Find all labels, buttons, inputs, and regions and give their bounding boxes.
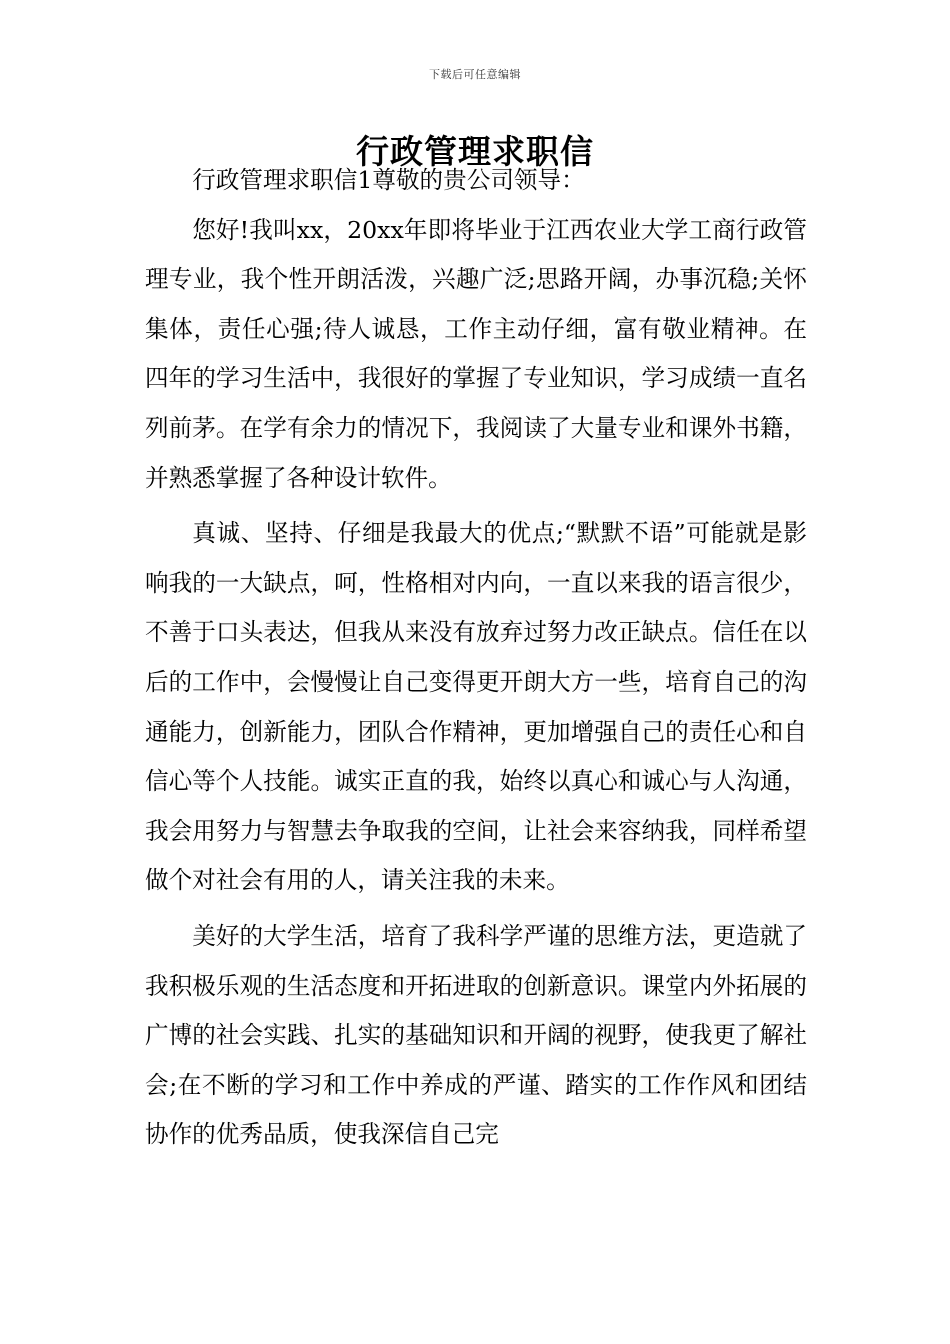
salutation-paragraph: 行政管理求职信1尊敬的贵公司领导： — [192, 166, 585, 194]
university-life-paragraph: 美好的大学生活，培育了我科学严谨的思维方法，更造就了我积极乐观的生活态度和开拓进取的创新意识。课堂内外拓展的广博的社会实践、扎实的基础知识和开阔的视野，使我更了解社会;在不断的学习和工作中养成的严谨、踏实的工作作风和团结协作的优秀品质，使我深信自己完 — [145, 921, 807, 1149]
intro-paragraph: 您好!我叫xx，20xx年即将毕业于江西农业大学工商行政管理专业，我个性开朗活泼，兴趣广泛;思路开阔，办事沉稳;关怀集体，责任心强;待人诚恳，工作主动仔细，富有敬业精神。在四年的学习生活中，我很好的掌握了专业知识，学习成绩一直名列前茅。在学有余力的情况下，我阅读了大量专业和课外书籍，并熟悉掌握了各种设计软件。 — [145, 215, 807, 492]
document-title: 行政管理求职信 — [356, 132, 594, 171]
header-note: 下载后可任意编辑 — [429, 68, 521, 81]
document-body — [145, 148, 807, 1160]
strengths-paragraph: 真诚、坚持、仔细是我最大的优点;“默默不语”可能就是影响我的一大缺点，呵，性格相对内向，一直以来我的语言很少，不善于口头表达，但我从来没有放弃过努力改正缺点。信任在以后的工作中，会慢慢让自己变得更开朗大方一些，培育自己的沟通能力，创新能力，团队合作精神，更加增强自己的责任心和自信心等个人技能。诚实正直的我，始终以真心和诚心与人沟通，我会用努力与智慧去争取我的空间，让社会来容纳我，同样希望做个对社会有用的人，请关注我的未来。 — [145, 519, 807, 895]
